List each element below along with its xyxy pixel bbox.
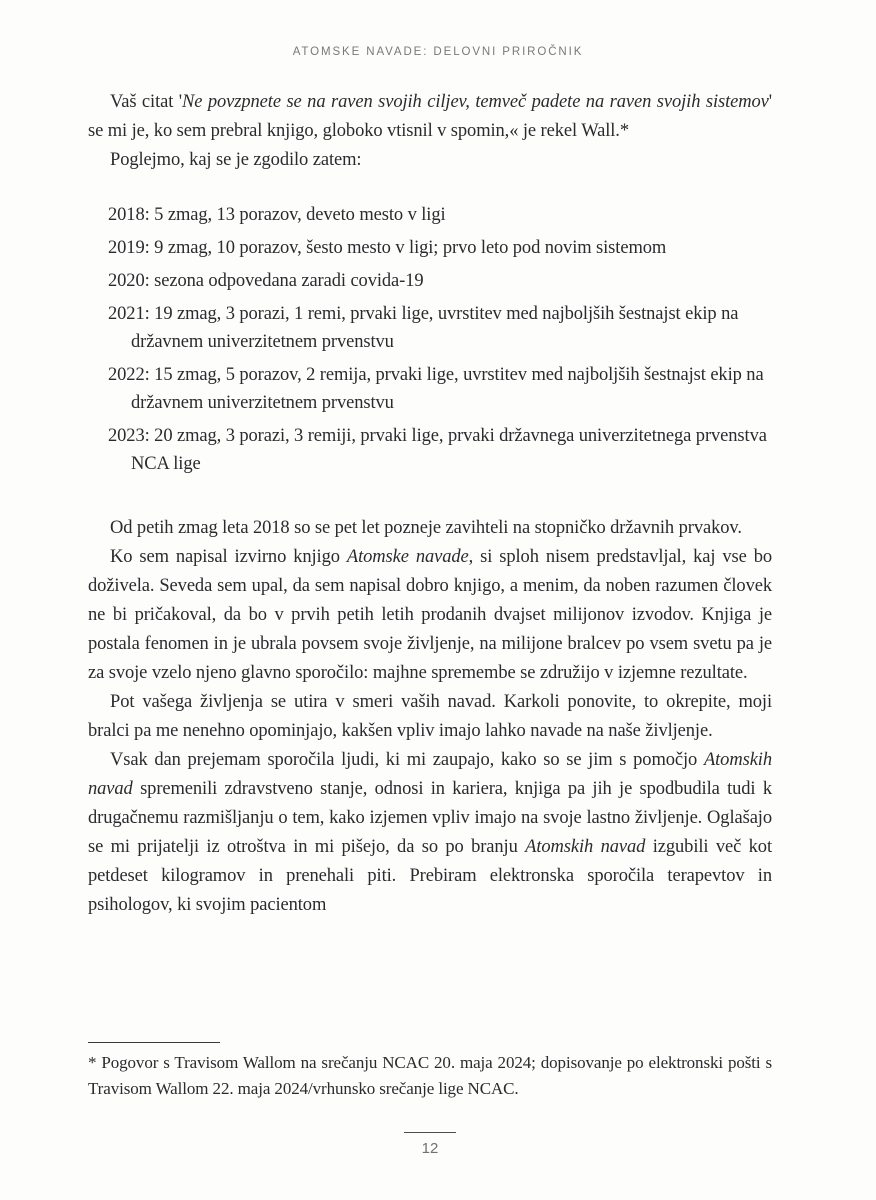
paragraph	[88, 88, 772, 146]
result-text: 9 zmag, 10 porazov, šesto mesto v ligi; prvo leto pod novim sistemom	[154, 238, 667, 258]
page-number: 12	[421, 1140, 439, 1157]
paragraph	[88, 543, 772, 688]
text-run: Pot vašega življenja se utira v smeri vaših navad. Karkoli ponovite, to okrepite, moji bralci pa me nenehno opominjajo, kakšen vpliv imajo lahko navade na naše življenje.	[88, 692, 772, 741]
year-label: 2020:	[108, 271, 155, 291]
text-run: Vsak dan prejemam sporočila ljudi, ki mi zaupajo, kako so se jim s pomočjo	[110, 750, 704, 770]
footnote-rule	[88, 1042, 220, 1043]
season-result-item	[108, 201, 772, 229]
season-result-item	[108, 267, 772, 295]
footnote	[88, 1042, 772, 1102]
intro-paragraphs	[88, 88, 772, 175]
running-header: ATOMSKE NAVADE: DELOVNI PRIROČNIK	[292, 46, 584, 58]
text-run: , si sploh nisem predstavljal, kaj vse bo doživela. Seveda sem upal, da sem napisal dobro knjigo, a menim, da noben razumen človek ne bi pričakoval, da bo v prvih petih letih prodanih dvajset milijonov izvodov. Knjiga je postala fenomen in je ubrala povsem svoje življenje, na milijone bralcev po vsem svetu pa je za svoje vzelo njeno glavno sporočilo: majhne spremembe se združijo v izjemne rezultate.	[88, 547, 773, 683]
paragraph	[88, 146, 772, 175]
year-label: 2023:	[108, 426, 155, 446]
season-results-list	[108, 201, 772, 478]
page-footer	[88, 1132, 772, 1157]
footnote-text: * Pogovor s Travisom Wallom na srečanju NCAC 20. maja 2024; dopisovanje po elektronski pošti s Travisom Wallom 22. maja 2024/vrhunsko srečanje lige NCAC.	[88, 1053, 772, 1098]
result-text: 5 zmag, 13 porazov, deveto mesto v ligi	[154, 205, 446, 225]
text-run: izgubili več kot petdeset kilogramov in prenehali piti. Prebiram elektronska sporočila terapevtov in psihologov, ki svojim pacientom	[88, 837, 772, 915]
text-run: Od petih zmag leta 2018 so se pet let pozneje zavihteli na stopničko državnih prvakov.	[110, 518, 742, 538]
year-label: 2022:	[108, 365, 155, 385]
result-text: 20 zmag, 3 porazi, 3 remiji, prvaki lige, prvaki državnega univerzitetnega prvenstva NCA lige	[131, 426, 767, 474]
italic-run: Atomske navade	[346, 547, 469, 567]
season-result-item	[108, 234, 772, 262]
text-run: Vaš citat '	[110, 92, 183, 112]
result-text: 19 zmag, 3 porazi, 1 remi, prvaki lige, uvrstitev med najboljših šestnajst ekip na državnem univerzitetnem prvenstvu	[131, 304, 739, 352]
paragraph	[88, 514, 772, 543]
body-paragraphs	[88, 514, 772, 920]
season-result-item	[108, 300, 772, 356]
text-run: Ko sem napisal izvirno knjigo	[110, 547, 347, 567]
paragraph	[88, 688, 772, 746]
result-text: sezona odpovedana zaradi covida-19	[154, 271, 424, 291]
paragraph	[88, 746, 772, 920]
year-label: 2021:	[108, 304, 155, 324]
year-label: 2019:	[108, 238, 155, 258]
italic-run: Atomskih navad	[525, 837, 646, 857]
page-body	[88, 88, 773, 1098]
season-result-item	[108, 422, 772, 478]
season-result-item	[108, 361, 772, 417]
text-run: ' se mi je, ko sem prebral knjigo, globoko vtisnil v spomin,« je rekel Wall.*	[88, 92, 772, 141]
italic-run: Atomskih navad	[88, 750, 772, 799]
italic-run: Ne povzpnete se na raven svojih ciljev, temveč padete na raven svojih sistemov	[182, 92, 769, 112]
text-run: Poglejmo, kaj se je zgodilo zatem:	[110, 150, 362, 170]
text-run: spremenili zdravstveno stanje, odnosi in kariera, knjiga pa jih je spodbudila tudi k drugačnemu razmišljanju o tem, kako izjemen vpliv imajo na svoje lastno življenje. Oglašajo se mi prijatelji iz otroštva in mi pišejo, da so po branju	[88, 779, 772, 857]
result-text: 15 zmag, 5 porazov, 2 remija, prvaki lige, uvrstitev med najboljših šestnajst ekip na državnem univerzitetnem prvenstvu	[131, 365, 764, 413]
year-label: 2018:	[108, 205, 155, 225]
footer-rule	[404, 1132, 456, 1133]
